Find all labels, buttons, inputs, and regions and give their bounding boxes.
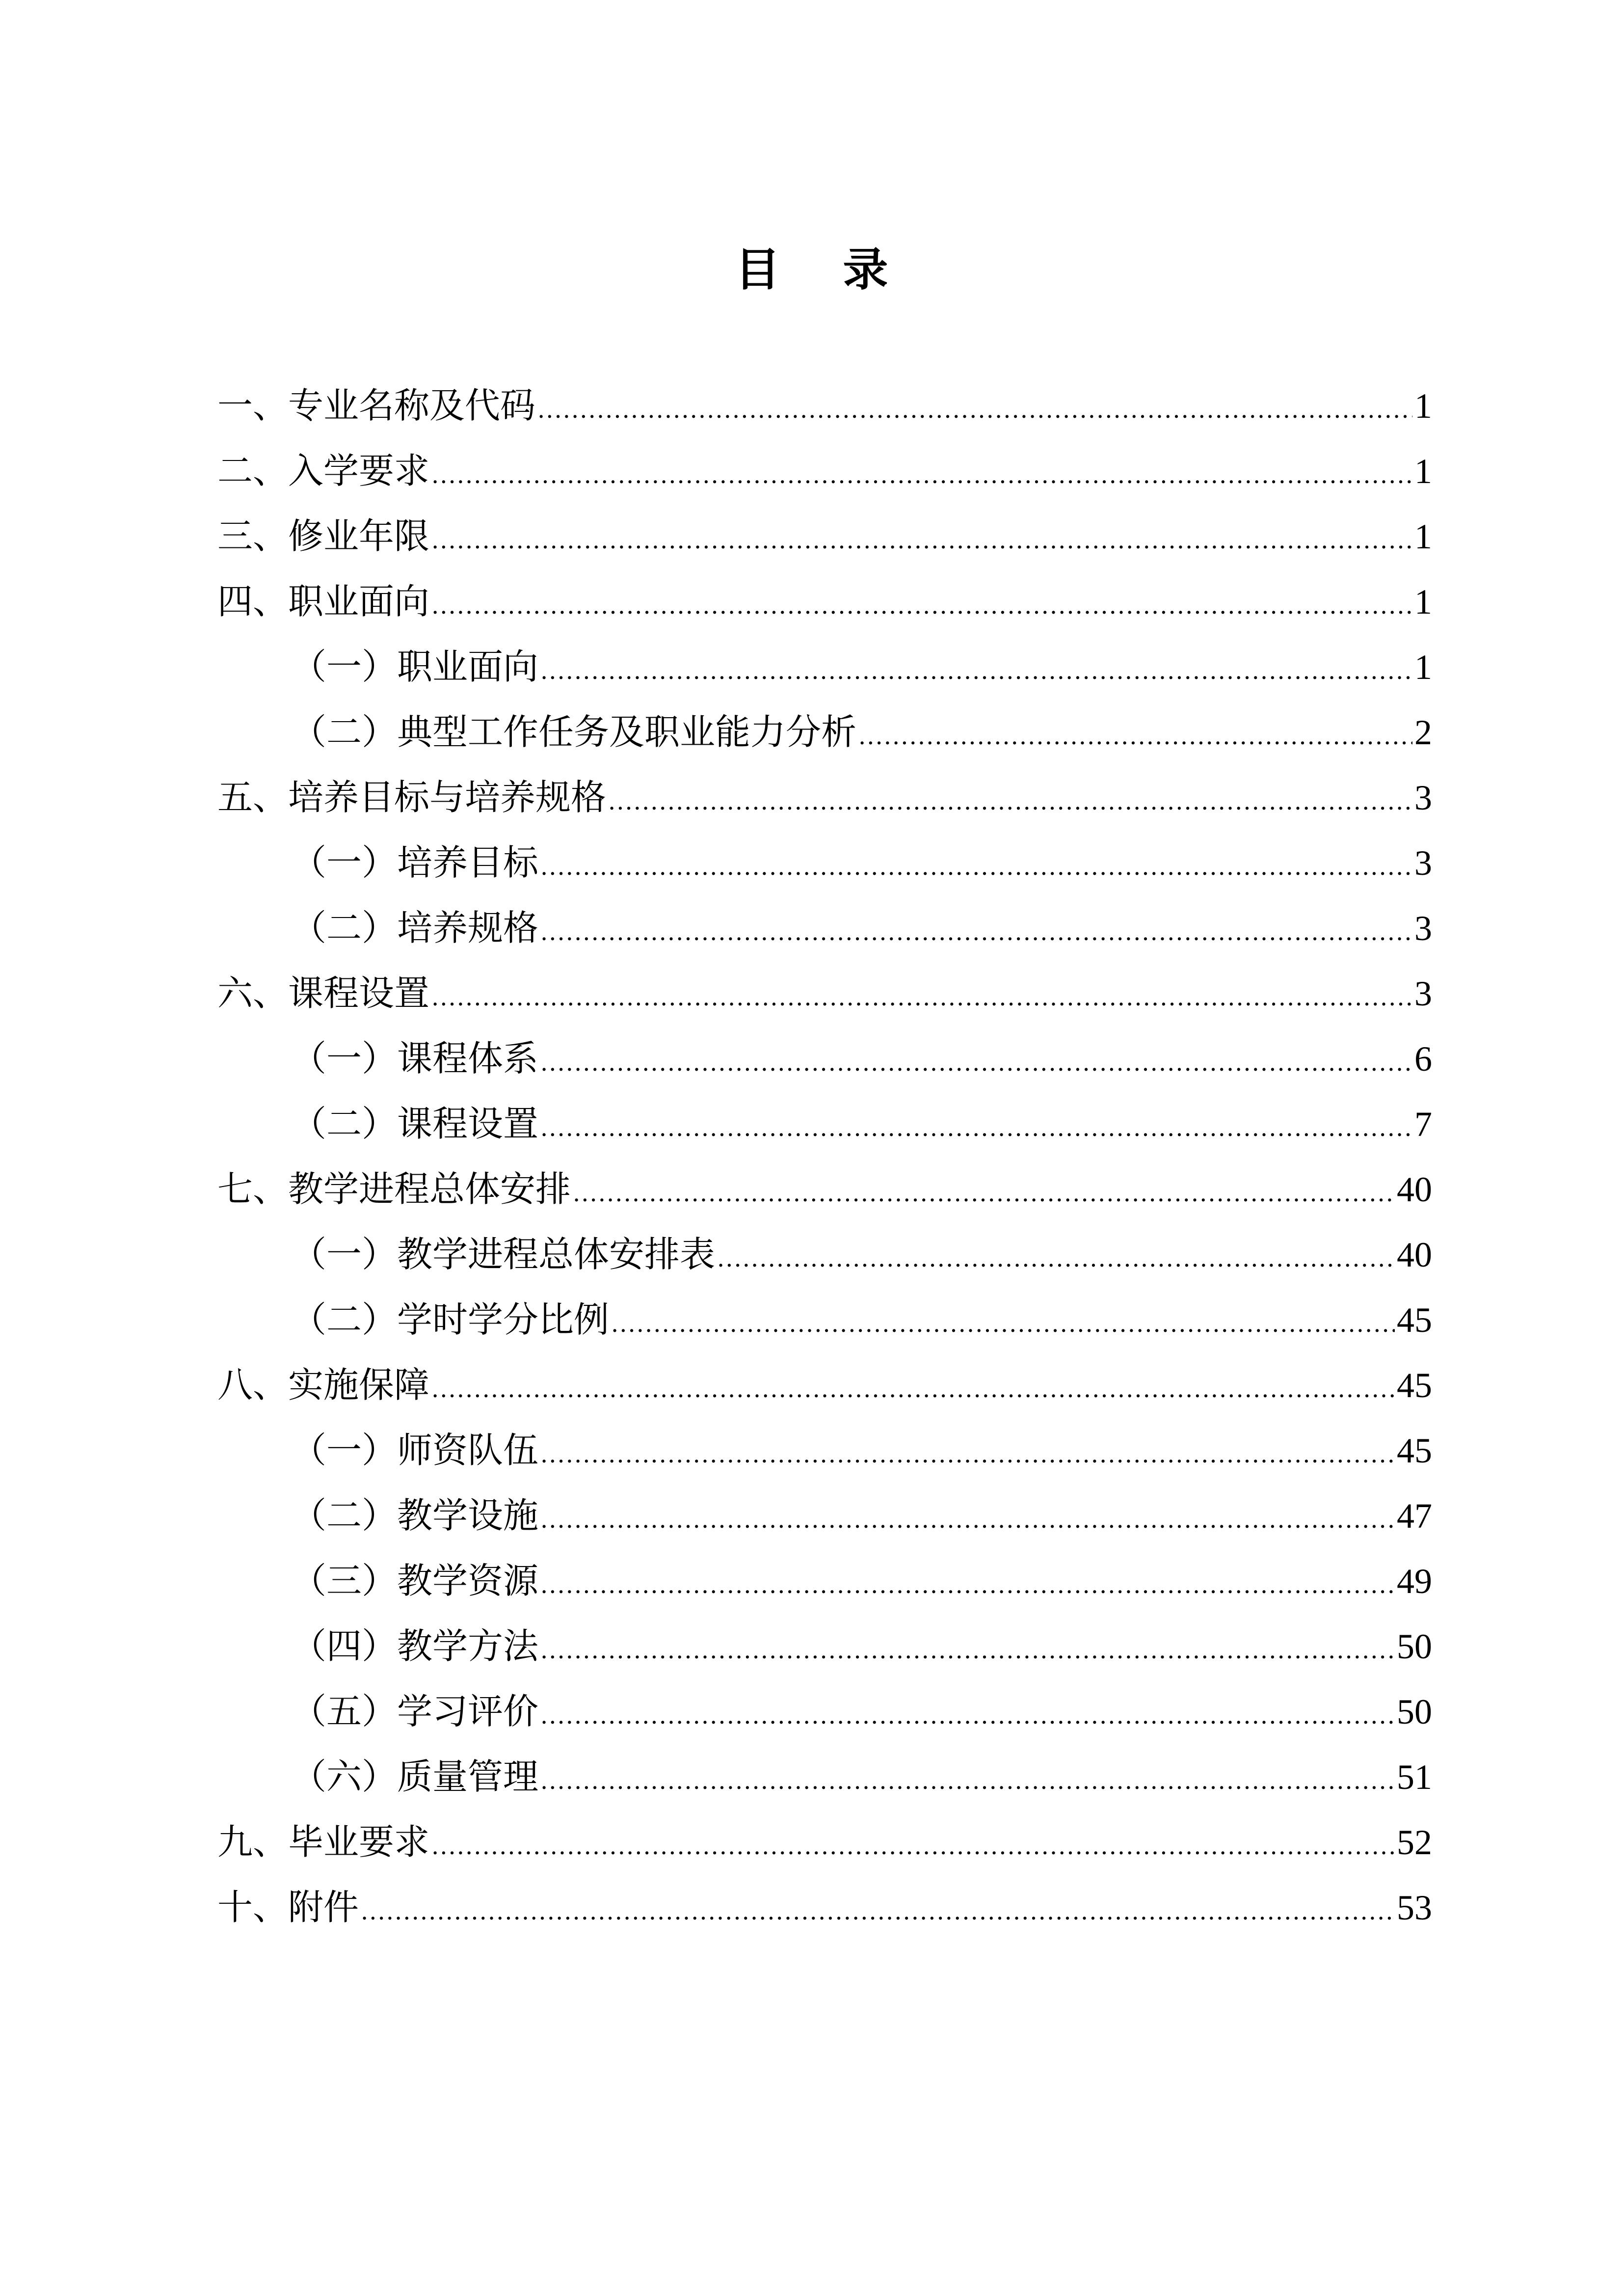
toc-dot-leader [573,1161,1395,1226]
toc-list [217,373,1432,1940]
toc-entry[interactable] [217,895,1432,961]
toc-dot-leader [431,508,1412,573]
toc-entry-label: 三、修业年限 [217,515,430,557]
toc-entry[interactable] [217,1287,1432,1352]
toc-entry[interactable] [217,634,1432,700]
toc-entry-label: （二）课程设置 [291,1103,539,1144]
toc-dot-leader [611,1292,1395,1357]
toc-entry[interactable] [217,504,1432,569]
toc-entry-label: 六、课程设置 [217,972,430,1014]
toc-dot-leader [717,1226,1395,1292]
toc-entry-page-number: 1 [1414,517,1432,556]
toc-entry[interactable] [217,1026,1432,1091]
toc-entry-page-number: 3 [1414,843,1432,883]
toc-dot-leader [540,1096,1412,1161]
toc-dot-leader [361,1879,1395,1945]
toc-entry-page-number: 47 [1397,1496,1432,1536]
toc-entry-page-number: 7 [1414,1105,1432,1144]
toc-entry-label: （二）教学设施 [291,1495,539,1536]
toc-entry[interactable] [217,700,1432,765]
toc-entry[interactable] [217,1810,1432,1875]
toc-entry[interactable] [217,1222,1432,1287]
toc-entry-page-number: 52 [1397,1823,1432,1862]
toc-dot-leader [537,378,1412,443]
toc-dot-leader [540,1030,1412,1096]
toc-entry-page-number: 1 [1414,386,1432,426]
toc-entry-label: （五）学习评价 [291,1691,539,1732]
toc-entry[interactable] [217,765,1432,830]
toc-entry-label: （三）教学资源 [291,1560,539,1601]
toc-entry-page-number: 1 [1414,582,1432,621]
toc-entry-page-number: 50 [1397,1627,1432,1666]
toc-entry-label: （二）学时学分比例 [291,1299,610,1340]
toc-dot-leader [540,900,1412,965]
toc-entry-page-number: 53 [1397,1888,1432,1927]
toc-entry-page-number: 45 [1397,1366,1432,1405]
toc-dot-leader [431,1814,1395,1879]
toc-dot-leader [540,1683,1395,1749]
toc-entry-label: （四）教学方法 [291,1625,539,1667]
toc-entry[interactable] [217,1091,1432,1157]
toc-entry[interactable] [217,1548,1432,1614]
toc-entry-label: （二）典型工作任务及职业能力分析 [291,711,857,753]
toc-entry-label: （一）课程体系 [291,1038,539,1079]
toc-dot-leader [540,1749,1395,1814]
toc-entry-page-number: 1 [1414,648,1432,687]
toc-entry[interactable] [217,1418,1432,1483]
toc-entry-page-number: 45 [1397,1300,1432,1340]
toc-entry-page-number: 3 [1414,778,1432,817]
toc-entry[interactable] [217,1875,1432,1940]
toc-dot-leader [540,1553,1395,1618]
toc-entry-page-number: 50 [1397,1692,1432,1731]
toc-entry[interactable] [217,373,1432,438]
toc-entry-page-number: 2 [1414,713,1432,752]
toc-entry-label: 八、实施保障 [217,1364,430,1405]
toc-entry[interactable] [217,438,1432,504]
toc-entry-page-number: 49 [1397,1562,1432,1601]
toc-entry-label: 四、职业面向 [217,581,430,622]
toc-entry-page-number: 40 [1397,1170,1432,1209]
toc-entry[interactable] [217,1744,1432,1810]
toc-entry-label: （六）质量管理 [291,1756,539,1797]
toc-entry[interactable] [217,1352,1432,1418]
toc-dot-leader [540,639,1412,704]
toc-entry-label: 二、入学要求 [217,450,430,491]
toc-entry-label: 九、毕业要求 [217,1821,430,1863]
toc-dot-leader [431,965,1412,1030]
toc-entry-label: （二）培养规格 [291,907,539,948]
toc-entry-page-number: 3 [1414,974,1432,1013]
toc-dot-leader [540,835,1412,900]
toc-entry[interactable] [217,961,1432,1026]
toc-entry[interactable] [217,1483,1432,1548]
toc-entry-label: 十、附件 [217,1887,359,1928]
toc-dot-leader [608,769,1412,835]
toc-title: 目 录 [735,243,888,296]
toc-entry-label: （一）职业面向 [291,646,539,687]
toc-dot-leader [540,1618,1395,1683]
toc-entry-label: （一）教学进程总体安排表 [291,1234,716,1275]
toc-dot-leader [858,704,1412,769]
toc-entry-label: 七、教学进程总体安排 [217,1168,571,1210]
toc-entry[interactable] [217,569,1432,634]
toc-dot-leader [431,573,1412,639]
toc-entry-page-number: 51 [1397,1757,1432,1797]
toc-entry[interactable] [217,1679,1432,1744]
toc-entry[interactable] [217,1614,1432,1679]
toc-entry-label: （一）培养目标 [291,842,539,883]
toc-dot-leader [431,1357,1395,1422]
toc-entry-page-number: 6 [1414,1039,1432,1079]
toc-dot-leader [540,1422,1395,1487]
toc-entry-page-number: 40 [1397,1235,1432,1274]
toc-entry-page-number: 1 [1414,452,1432,491]
toc-entry-label: 一、专业名称及代码 [217,385,536,426]
toc-entry-label: （一）师资队伍 [291,1430,539,1471]
toc-entry[interactable] [217,1157,1432,1222]
toc-entry-page-number: 45 [1397,1431,1432,1470]
toc-entry-label: 五、培养目标与培养规格 [217,777,607,818]
toc-entry[interactable] [217,830,1432,895]
toc-entry-page-number: 3 [1414,909,1432,948]
toc-dot-leader [431,443,1412,508]
toc-dot-leader [540,1487,1395,1553]
